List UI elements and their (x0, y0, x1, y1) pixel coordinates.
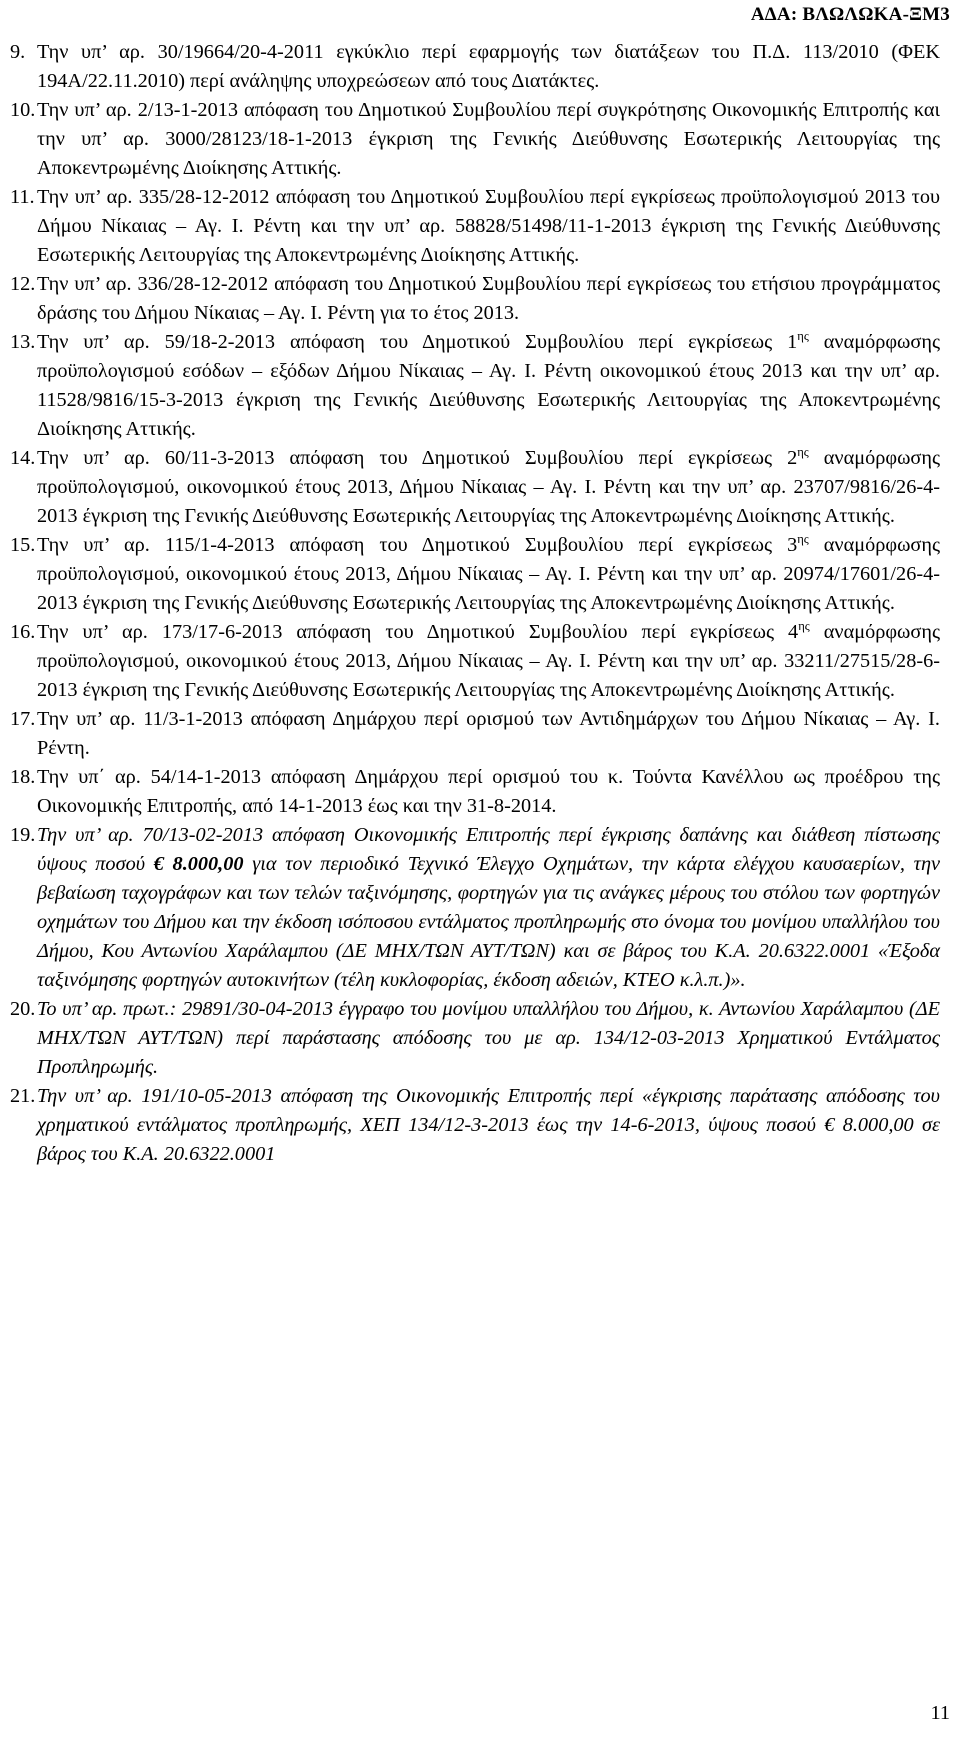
item-number: 11. (10, 186, 35, 208)
list-item (10, 270, 940, 328)
item-text (37, 444, 940, 531)
list-item (10, 444, 940, 531)
list-item (10, 618, 940, 705)
item-text-start: Την υπ’ αρ. 70/13-02-2013 απόφαση Οικονομικής Επιτροπής περί έγκρισης δαπάνης και διάθεση πίστωσης ύψους ποσού (37, 824, 940, 875)
ordinal-suffix: ης (797, 445, 809, 460)
item-text (37, 328, 940, 444)
item-text-end: αναμόρφωσης προϋπολογισμού εσόδων – εξόδων Δήμου Νίκαιας – Αγ. Ι. Ρέντη οικονομικού έτους 2013 και την υπ’ αρ. 11528/9816/15-3-2013 έγκριση της Γενικής Διεύθυνσης Εσωτερικής Λειτουργίας της Αποκεντρωμένης Διοίκησης Αττικής. (37, 331, 940, 440)
item-text-start: Την υπ’ αρ. 59/18-2-2013 απόφαση του Δημοτικού Συμβουλίου περί εγκρίσεως 1 (37, 331, 798, 353)
item-text: Την υπ’ αρ. 335/28-12-2012 απόφαση του Δημοτικού Συμβουλίου περί εγκρίσεως προϋπολογισμού 2013 του Δήμου Νίκαιας – Αγ. Ι. Ρέντη και την υπ’ αρ. 58828/51498/11-1-2013 έγκριση της Γενικής Διεύθυνσης Εσωτερικής Λειτουργίας της Αποκεντρωμένης Διοίκησης Αττικής. (37, 186, 940, 266)
item-text: Την υπ’ αρ. 11/3-1-2013 απόφαση Δημάρχου περί ορισμού των Αντιδημάρχων του Δήμου Νίκαιας – Αγ. Ι. Ρέντη. (37, 708, 940, 759)
item-number: 18. (10, 766, 36, 788)
ada-code: ΑΔΑ: ΒΛΩΛΩΚΑ-ΞΜ3 (750, 4, 950, 25)
list-item (10, 38, 940, 96)
item-text: Την υπ’ αρ. 191/10-05-2013 απόφαση της Οικονομικής Επιτροπής περί «έγκρισης παράτασης απόδοσης του χρηματικού εντάλματος προπληρωμής, ΧΕΠ 134/12-3-2013 έως την 14-6-2013, ύψους ποσού € 8.000,00 σε βάρος του Κ.Α. 20.6322.0001 (37, 1085, 940, 1165)
item-number: 19. (10, 824, 36, 846)
list-item (10, 183, 940, 270)
list-item (10, 96, 940, 183)
item-number: 13. (10, 331, 36, 353)
list-item (10, 763, 940, 821)
item-number: 14. (10, 447, 36, 469)
item-number: 15. (10, 534, 36, 556)
item-text (37, 821, 940, 995)
list-item (10, 821, 940, 995)
list-item (10, 328, 940, 444)
item-number: 10. (10, 99, 36, 121)
list-item (10, 531, 940, 618)
item-number: 21. (10, 1085, 36, 1107)
item-text-end: αναμόρφωσης προϋπολογισμού, οικονομικού έτους 2013, Δήμου Νίκαιας – Αγ. Ι. Ρέντη και την υπ’ αρ. 33211/27515/28-6-2013 έγκριση της Γενικής Διεύθυνσης Εσωτερικής Λειτουργίας της Αποκεντρωμένης Διοίκησης Αττικής. (37, 621, 940, 701)
item-text-start: Την υπ’ αρ. 173/17-6-2013 απόφαση του Δημοτικού Συμβουλίου περί εγκρίσεως 4 (37, 621, 799, 643)
item-text-start: Την υπ’ αρ. 60/11-3-2013 απόφαση του Δημοτικού Συμβουλίου περί εγκρίσεως 2 (37, 447, 798, 469)
item-number: 20. (10, 998, 36, 1020)
item-text: Την υπ’ αρ. 30/19664/20-4-2011 εγκύκλιο περί εφαρμογής των διατάξεων του Π.Δ. 113/2010 (ΦΕΚ 194Α/22.11.2010) περί ανάληψης υποχρεώσεων από τους Διατάκτες. (37, 41, 940, 92)
item-text (37, 618, 940, 705)
item-number: 16. (10, 621, 36, 643)
item-text: Την υπ΄ αρ. 54/14-1-2013 απόφαση Δημάρχου περί ορισμού του κ. Τούντα Κανέλλου ως προέδρου της Οικονομικής Επιτροπής, από 14-1-2013 έως και την 31-8-2014. (37, 766, 940, 817)
list-item (10, 705, 940, 763)
item-text: Την υπ’ αρ. 336/28-12-2012 απόφαση του Δημοτικού Συμβουλίου περί εγκρίσεως του ετήσιου προγράμματος δράσης του Δήμου Νίκαιας – Αγ. Ι. Ρέντη για το έτος 2013. (37, 273, 940, 324)
item-number: 12. (10, 273, 36, 295)
ordinal-suffix: ης (797, 532, 809, 547)
item-text: Την υπ’ αρ. 2/13-1-2013 απόφαση του Δημοτικού Συμβουλίου περί συγκρότησης Οικονομικής Επιτροπής και την υπ’ αρ. 3000/28123/18-1-2013 έγκριση της Γενικής Διεύθυνσης Εσωτερικής Λειτουργίας της Αποκεντρωμένης Διοίκησης Αττικής. (37, 99, 940, 179)
ordinal-suffix: ης (797, 329, 809, 344)
item-text-end: αναμόρφωσης προϋπολογισμού, οικονομικού έτους 2013, Δήμου Νίκαιας – Αγ. Ι. Ρέντη και την υπ’ αρ. 23707/9816/26-4-2013 έγκριση της Γενικής Διεύθυνσης Εσωτερικής Λειτουργίας της Αποκεντρωμένης Διοίκησης Αττικής. (37, 447, 940, 527)
ordinal-suffix: ης (798, 619, 810, 634)
list-item (10, 995, 940, 1082)
item-text (37, 531, 940, 618)
item-number: 17. (10, 708, 36, 730)
list-item (10, 1082, 940, 1169)
item-text: Το υπ’ αρ. πρωτ.: 29891/30-04-2013 έγγραφο του μονίμου υπαλλήλου του Δήμου, κ. Αντωνίου Χαράλαμπου (ΔΕ ΜΗΧ/ΤΩΝ ΑΥΤ/ΤΩΝ) περί παράστασης απόδοσης του με αρ. 134/12-03-2013 Χρηματικού Εντάλματος Προπληρωμής. (37, 998, 940, 1078)
item-text-end: αναμόρφωσης προϋπολογισμού, οικονομικού έτους 2013, Δήμου Νίκαιας – Αγ. Ι. Ρέντη και την υπ’ αρ. 20974/17601/26-4-2013 έγκριση της Γενικής Διεύθυνσης Εσωτερικής Λειτουργίας της Αποκεντρωμένης Διοίκησης Αττικής. (37, 534, 940, 614)
amount-bold: € 8.000,00 (153, 853, 244, 875)
document-body (10, 38, 940, 1169)
item-text-start: Την υπ’ αρ. 115/1-4-2013 απόφαση του Δημοτικού Συμβουλίου περί εγκρίσεως 3 (37, 534, 798, 556)
item-text-end: για τον περιοδικό Τεχνικό Έλεγχο Οχημάτων, την κάρτα ελέγχου καυσαερίων, την βεβαίωση ταχογράφων και των τελών ταξινόμησης, φορτηγών για τις ανάγκες μέρους του στόλου των φορτηγών οχημάτων του Δήμου και την έκδοση ισόποσου εντάλματος προπληρωμής στο όνομα του μονίμου υπαλλήλου του Δήμου, Κου Αντωνίου Χαράλαμπου (ΔΕ ΜΗΧ/ΤΩΝ ΑΥΤ/ΤΩΝ) και σε βάρος του Κ.Α. 20.6322.0001 «Έξοδα ταξινόμησης φορτηγών αυτοκινήτων (τέλη κυκλοφορίας, έκδοση αδειών, ΚΤΕΟ κ.λ.π.)». (37, 853, 941, 991)
item-number: 9. (10, 41, 26, 63)
page-number: 11 (930, 1702, 950, 1724)
